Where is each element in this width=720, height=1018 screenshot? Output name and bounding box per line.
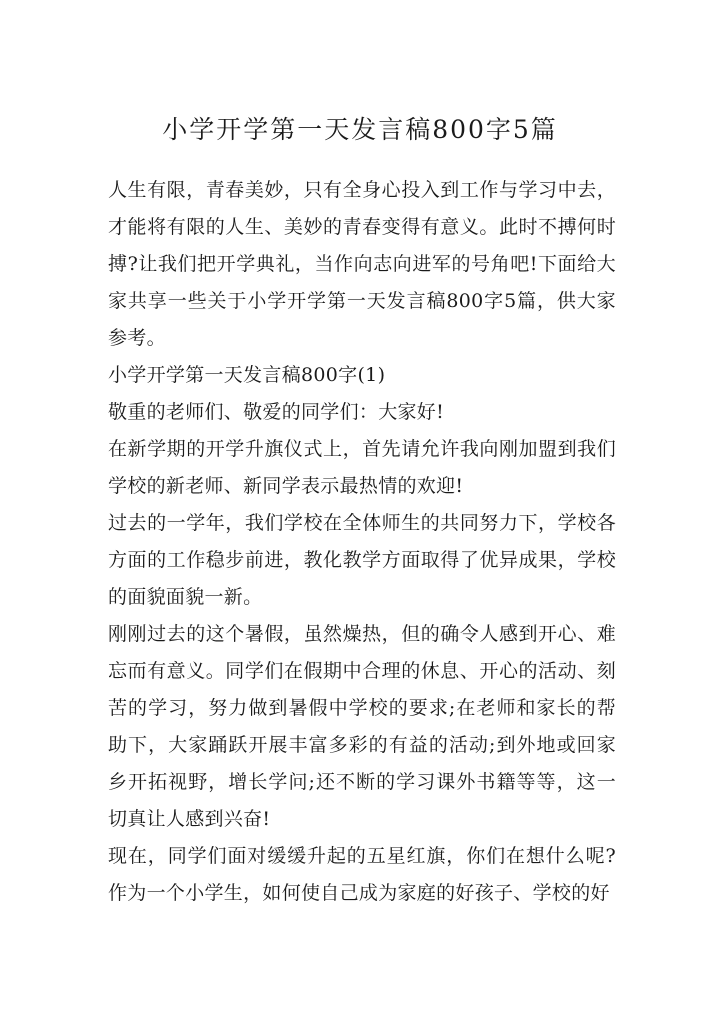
paragraph-summer: 刚刚过去的这个暑假，虽然燥热，但的确令人感到开心、难忘而有意义。同学们在假期中合理的休息、开心的活动、刻苦的学习，努力做到暑假中学校的要求;在老师和家长的帮助下，大家踊跃开展丰富多彩的有益的活动;到外地或回家乡开拓视野，增长学问;还不断的学习课外书籍等等，这一切真让人感到兴奋! bbox=[108, 623, 616, 830]
document-body bbox=[108, 172, 616, 912]
document-title: 小学开学第一天发言稿800字5篇 bbox=[162, 115, 558, 144]
paragraph-greeting: 敬重的老师们、敬爱的同学们：大家好! bbox=[108, 401, 445, 423]
paragraph-intro: 人生有限，青春美妙，只有全身心投入到工作与学习中去，才能将有限的人生、美妙的青春变得有意义。此时不搏何时搏?让我们把开学典礼，当作向志向进军的号角吧!下面给大家共享一些关于小学开学第一天发言稿800字5篇，供大家参考。 bbox=[108, 179, 616, 349]
paragraph-section-heading: 小学开学第一天发言稿800字(1) bbox=[108, 364, 386, 386]
paragraph-past-year: 过去的一学年，我们学校在全体师生的共同努力下，学校各方面的工作稳步前进，教化教学方面取得了优异成果，学校的面貌面貌一新。 bbox=[108, 512, 616, 608]
paragraph-welcome: 在新学期的开学升旗仪式上，首先请允许我向刚加盟到我们学校的新老师、新同学表示最热情的欢迎! bbox=[108, 438, 616, 497]
paragraph-flag: 现在，同学们面对缓缓升起的五星红旗，你们在想什么呢?作为一个小学生，如何使自己成为家庭的好孩子、学校的好 bbox=[108, 845, 616, 904]
